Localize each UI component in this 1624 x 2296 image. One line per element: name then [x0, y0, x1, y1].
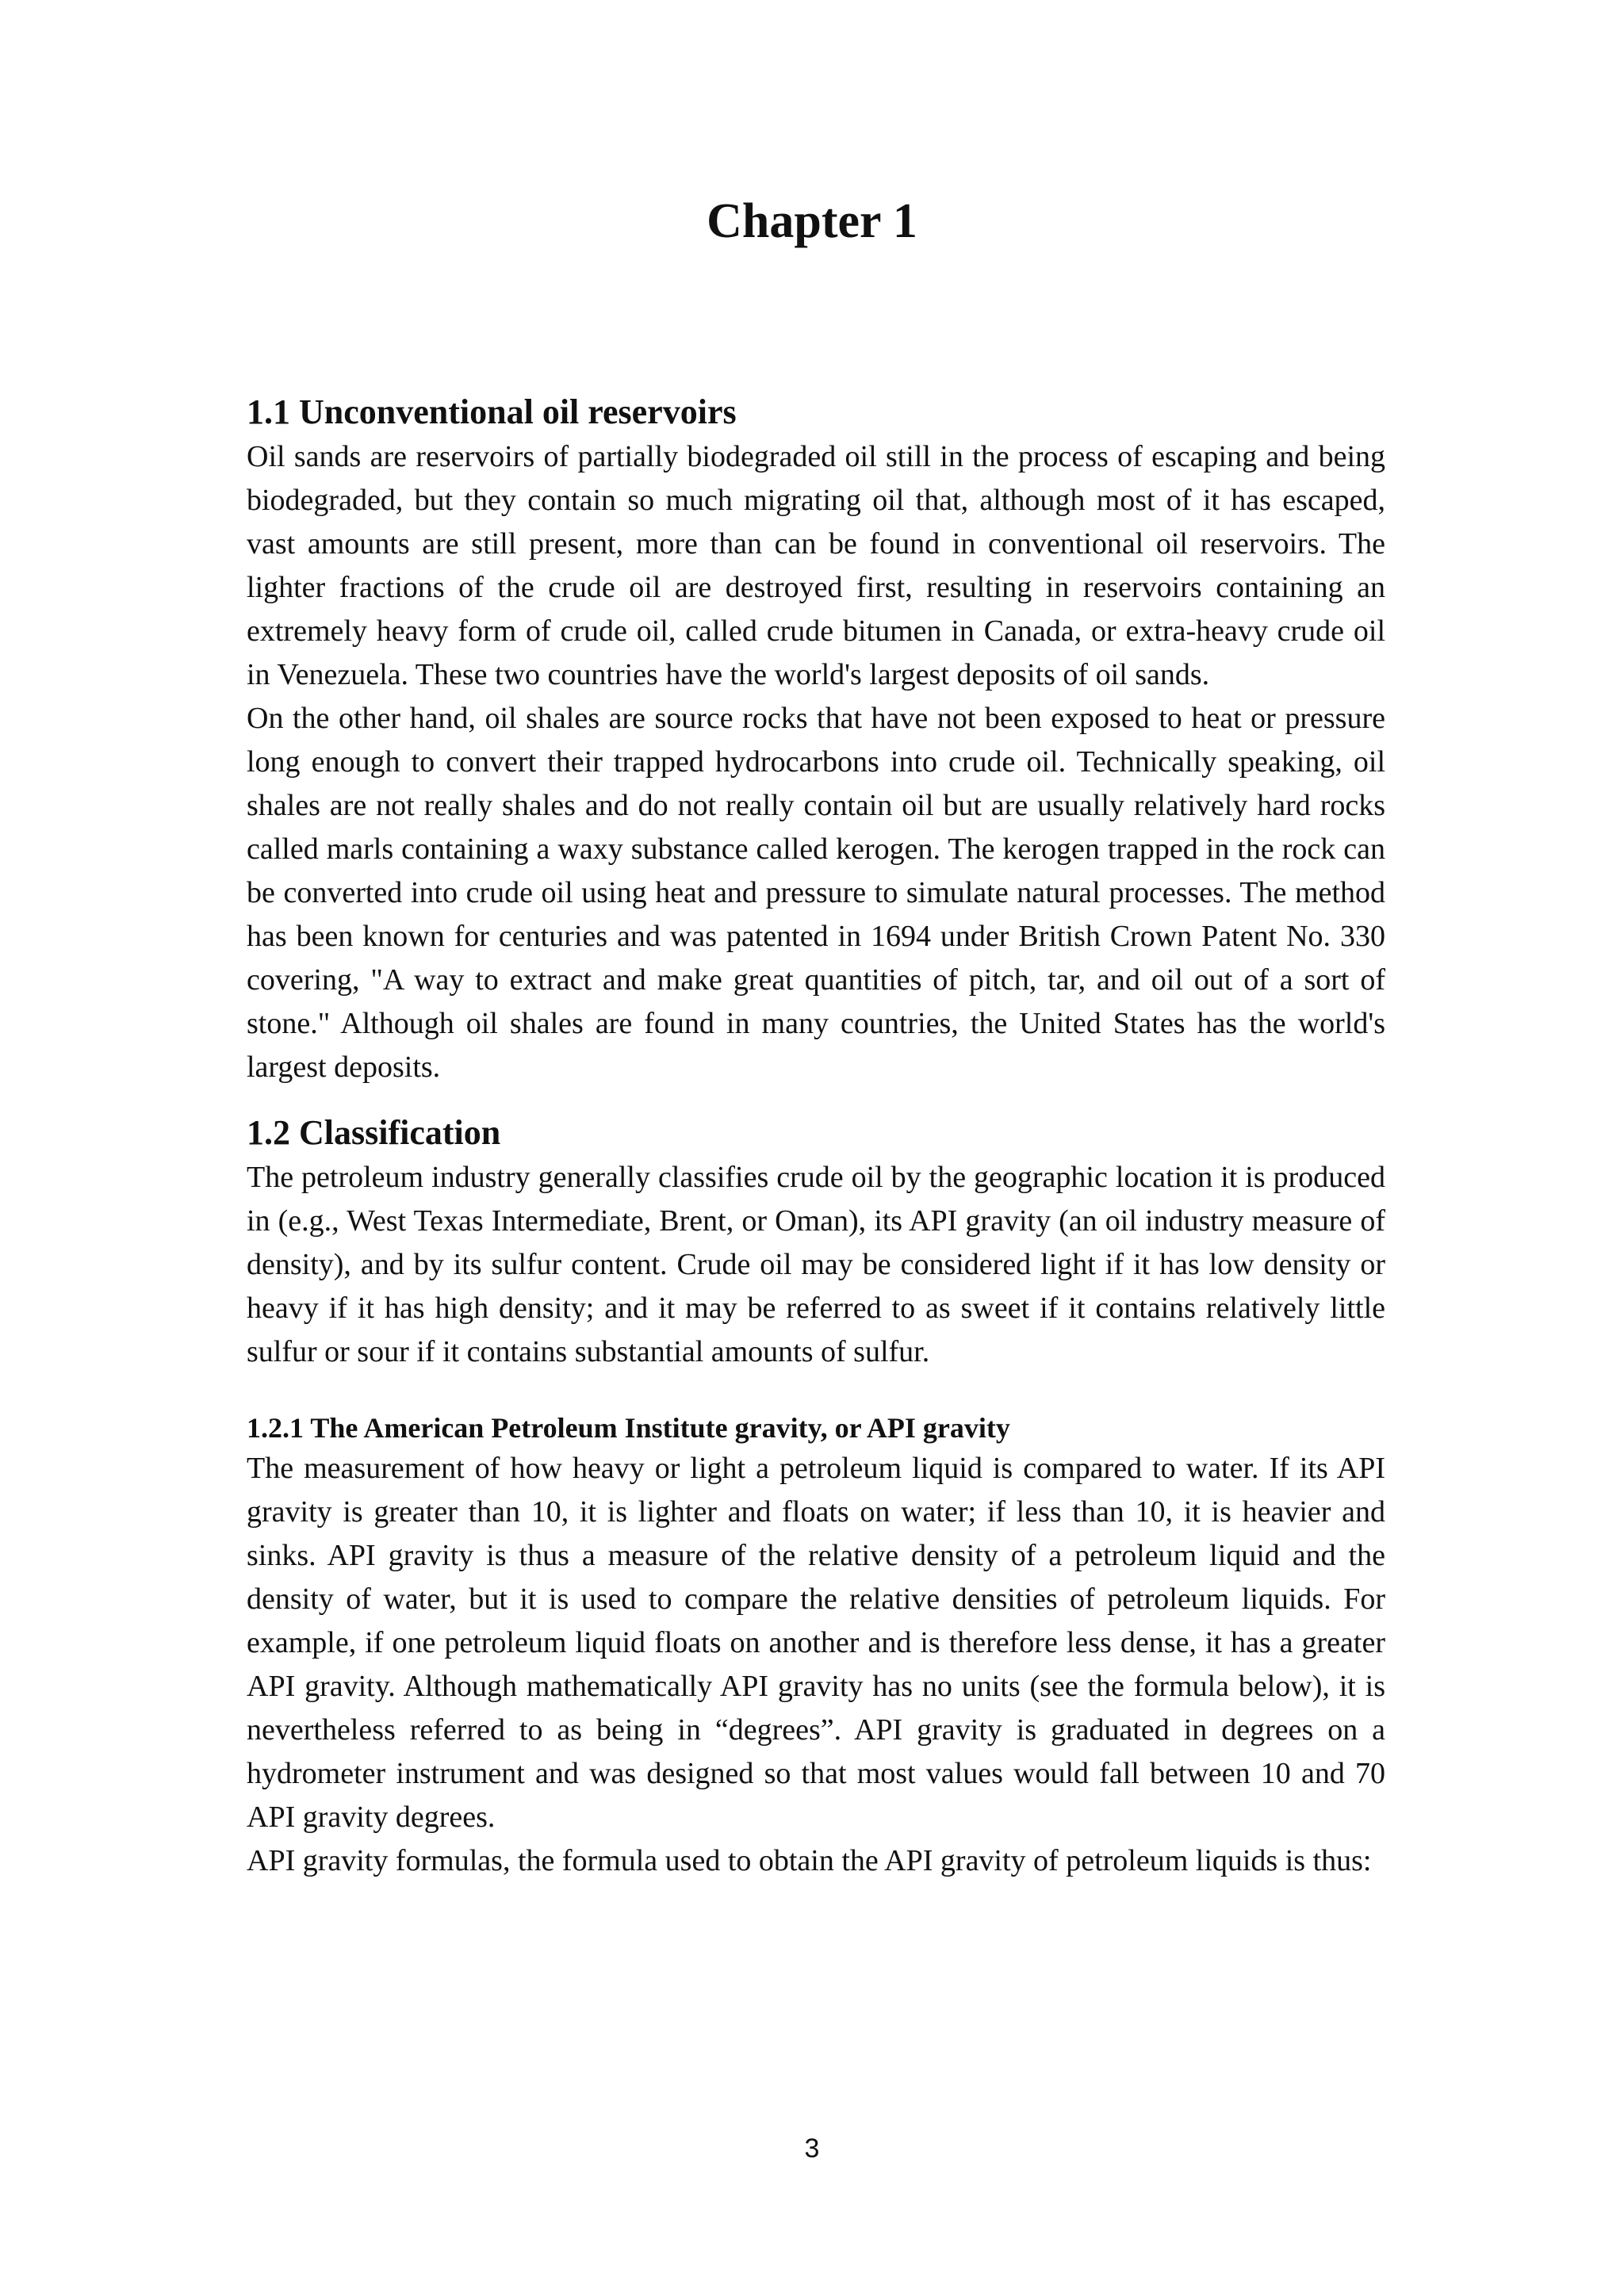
section-unconventional-oil-reservoirs: [247, 389, 1385, 1089]
page-content: [247, 389, 1385, 1883]
subsection-heading: 1.2.1 The American Petroleum Institute gravity, or API gravity: [247, 1412, 1010, 1444]
paragraph: The petroleum industry generally classifies crude oil by the geographic location it is produced in (e.g., West Texas Intermediate, Brent, or Oman), its API gravity (an oil industry measure of density), and by its sulfur content. Crude oil may be considered light if it has low density or heavy if it has high density; and it may be referred to as sweet if it contains relatively little sulfur or sour if it contains substantial amounts of sulfur.: [247, 1161, 1385, 1368]
paragraph: API gravity formulas, the formula used to obtain the API gravity of petroleum liquids is thus:: [247, 1844, 1372, 1877]
section-heading: 1.2 Classification: [247, 1113, 501, 1152]
paragraph: The measurement of how heavy or light a petroleum liquid is compared to water. If its API gravity is greater than 10, it is lighter and floats on water; if less than 10, it is heavier and sinks. API gravity is thus a measure of the relative density of a petroleum liquid and the density of water, but it is used to compare the relative densities of petroleum liquids. For example, if one petroleum liquid floats on another and is therefore less dense, it has a greater API gravity. Although mathematically API gravity has no units (see the formula below), it is nevertheless referred to as being in “degrees”. API gravity is graduated in degrees on a hydrometer instrument and was designed so that most values would fall between 10 and 70 API gravity degrees.: [247, 1452, 1385, 1834]
section-heading: 1.1 Unconventional oil reservoirs: [247, 392, 737, 431]
page-number: 3: [804, 2133, 820, 2164]
paragraph: Oil sands are reservoirs of partially biodegraded oil still in the process of escaping and being biodegraded, but they contain so much migrating oil that, although most of it has escaped, vast amounts are still present, more than can be found in conventional oil reservoirs. The lighter fractions of the crude oil are destroyed first, resulting in reservoirs containing an extremely heavy form of crude oil, called crude bitumen in Canada, or extra-heavy crude oil in Venezuela. These two countries have the world's largest deposits of oil sands.: [247, 440, 1385, 691]
subsection-api-gravity: [247, 1409, 1385, 1883]
chapter-title: Chapter 1: [707, 194, 917, 248]
paragraph: On the other hand, oil shales are source rocks that have not been exposed to heat or pressure long enough to convert their trapped hydrocarbons into crude oil. Technically speaking, oil shales are not really shales and do not really contain oil but are usually relatively hard rocks called marls containing a waxy substance called kerogen. The kerogen trapped in the rock can be converted into crude oil using heat and pressure to simulate natural processes. The method has been known for centuries and was patented in 1694 under British Crown Patent No. 330 covering, "A way to extract and make great quantities of pitch, tar, and oil out of a sort of stone." Although oil shales are found in many countries, the United States has the world's largest deposits.: [247, 702, 1385, 1084]
section-classification: [247, 1110, 1385, 1883]
